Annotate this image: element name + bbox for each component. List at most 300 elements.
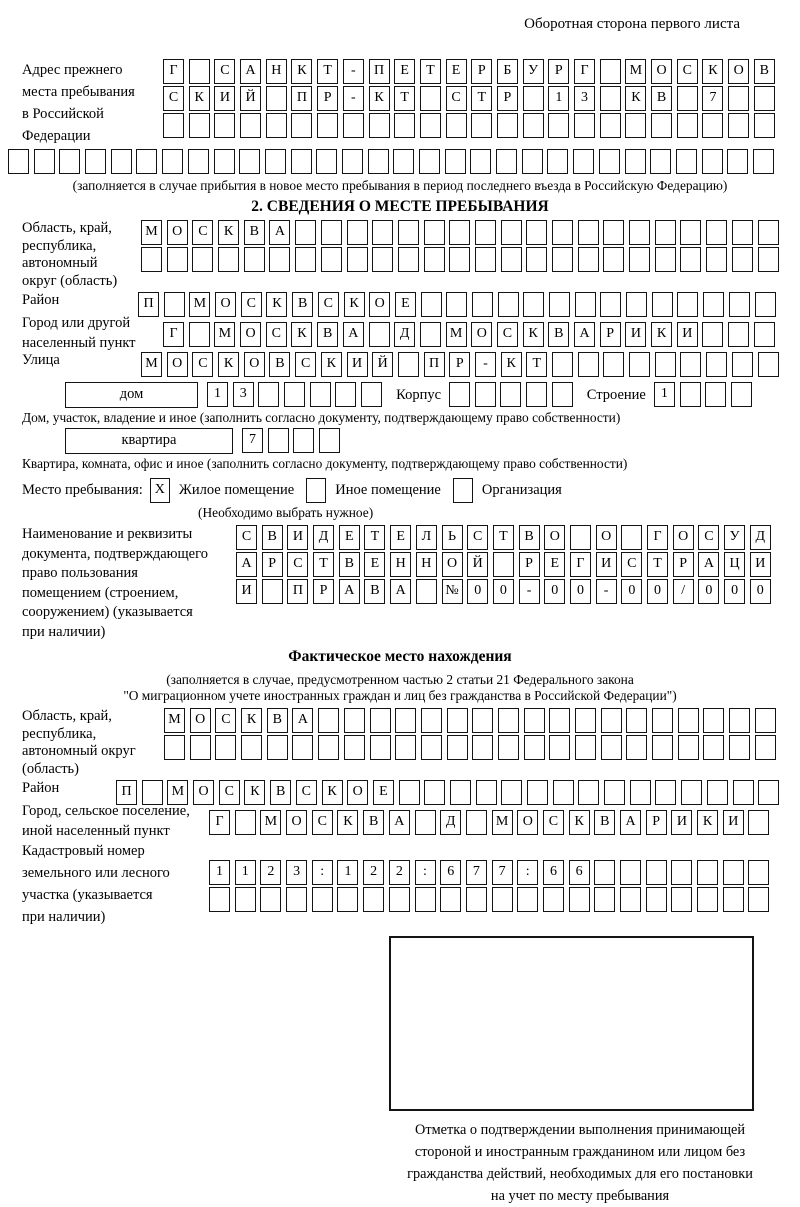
char-box[interactable]	[266, 86, 287, 111]
char-box[interactable]	[731, 382, 752, 407]
char-box[interactable]	[620, 860, 641, 885]
char-box[interactable]: Й	[240, 86, 261, 111]
char-box[interactable]	[702, 322, 723, 347]
char-box[interactable]	[394, 113, 415, 138]
char-box[interactable]: 7	[466, 860, 487, 885]
char-box[interactable]	[286, 887, 307, 912]
char-box[interactable]: А	[269, 220, 290, 245]
char-box[interactable]	[523, 292, 544, 317]
char-box[interactable]: Б	[497, 59, 518, 84]
actual-region-row-2[interactable]	[164, 735, 776, 760]
char-box[interactable]	[445, 149, 466, 174]
organization-checkbox[interactable]	[453, 478, 473, 503]
char-box[interactable]	[343, 113, 364, 138]
char-box[interactable]	[347, 247, 368, 272]
char-box[interactable]: №	[442, 579, 463, 604]
char-box[interactable]	[600, 86, 621, 111]
char-box[interactable]	[370, 735, 391, 760]
char-box[interactable]	[475, 247, 496, 272]
char-box[interactable]	[501, 780, 522, 805]
char-box[interactable]	[164, 735, 185, 760]
char-box[interactable]: И	[214, 86, 235, 111]
char-box[interactable]	[493, 552, 514, 577]
char-box[interactable]: 0	[647, 579, 668, 604]
char-box[interactable]: :	[312, 860, 333, 885]
char-box[interactable]	[421, 292, 442, 317]
structure-boxes[interactable]	[654, 382, 752, 407]
char-box[interactable]	[472, 708, 493, 733]
char-box[interactable]	[111, 149, 132, 174]
char-box[interactable]: С	[467, 525, 488, 550]
char-box[interactable]: И	[236, 579, 257, 604]
char-box[interactable]: М	[214, 322, 235, 347]
char-box[interactable]: Н	[390, 552, 411, 577]
char-box[interactable]: К	[291, 322, 312, 347]
char-box[interactable]: М	[164, 708, 185, 733]
char-box[interactable]	[344, 708, 365, 733]
char-box[interactable]	[266, 113, 287, 138]
char-box[interactable]: С	[214, 59, 235, 84]
char-box[interactable]	[680, 247, 701, 272]
char-box[interactable]	[707, 780, 728, 805]
char-box[interactable]	[235, 810, 256, 835]
char-box[interactable]: Е	[390, 525, 411, 550]
char-box[interactable]: 0	[570, 579, 591, 604]
char-box[interactable]	[626, 735, 647, 760]
char-box[interactable]	[603, 220, 624, 245]
char-box[interactable]	[655, 780, 676, 805]
char-box[interactable]	[420, 322, 441, 347]
char-box[interactable]	[475, 220, 496, 245]
char-box[interactable]	[553, 780, 574, 805]
char-box[interactable]	[599, 149, 620, 174]
char-box[interactable]	[728, 113, 749, 138]
char-box[interactable]	[680, 352, 701, 377]
char-box[interactable]	[361, 382, 382, 407]
char-box[interactable]: М	[167, 780, 188, 805]
char-box[interactable]	[524, 735, 545, 760]
char-box[interactable]	[449, 382, 470, 407]
char-box[interactable]	[706, 352, 727, 377]
actual-district-boxes[interactable]	[116, 780, 779, 805]
char-box[interactable]	[262, 579, 283, 604]
char-box[interactable]: 3	[574, 86, 595, 111]
char-box[interactable]: Р	[519, 552, 540, 577]
char-box[interactable]	[317, 113, 338, 138]
char-box[interactable]: О	[190, 708, 211, 733]
char-box[interactable]: И	[677, 322, 698, 347]
char-box[interactable]: :	[415, 860, 436, 885]
char-box[interactable]: 7	[242, 428, 263, 453]
char-box[interactable]: Д	[440, 810, 461, 835]
char-box[interactable]: 1	[209, 860, 230, 885]
char-box[interactable]: 1	[654, 382, 675, 407]
char-box[interactable]	[578, 220, 599, 245]
char-box[interactable]	[728, 322, 749, 347]
char-box[interactable]	[733, 780, 754, 805]
char-box[interactable]	[337, 887, 358, 912]
char-box[interactable]: Е	[544, 552, 565, 577]
char-box[interactable]	[415, 887, 436, 912]
char-box[interactable]	[295, 220, 316, 245]
char-box[interactable]: М	[492, 810, 513, 835]
char-box[interactable]	[655, 352, 676, 377]
char-box[interactable]	[370, 708, 391, 733]
char-box[interactable]	[450, 780, 471, 805]
char-box[interactable]: Т	[313, 552, 334, 577]
char-box[interactable]: О	[286, 810, 307, 835]
region-row-1[interactable]	[141, 220, 779, 245]
char-box[interactable]	[706, 247, 727, 272]
char-box[interactable]	[291, 149, 312, 174]
char-box[interactable]	[758, 352, 779, 377]
char-box[interactable]: В	[363, 810, 384, 835]
char-box[interactable]: О	[193, 780, 214, 805]
char-box[interactable]: К	[218, 220, 239, 245]
char-box[interactable]: С	[312, 810, 333, 835]
char-box[interactable]: -	[475, 352, 496, 377]
char-box[interactable]	[498, 292, 519, 317]
char-box[interactable]	[549, 292, 570, 317]
char-box[interactable]	[549, 735, 570, 760]
char-box[interactable]: С	[287, 552, 308, 577]
char-box[interactable]: С	[698, 525, 719, 550]
char-box[interactable]	[347, 220, 368, 245]
char-box[interactable]	[732, 247, 753, 272]
char-box[interactable]	[321, 220, 342, 245]
char-box[interactable]: К	[501, 352, 522, 377]
char-box[interactable]	[189, 322, 210, 347]
char-box[interactable]	[702, 149, 723, 174]
char-box[interactable]	[677, 292, 698, 317]
char-box[interactable]	[372, 220, 393, 245]
char-box[interactable]	[419, 149, 440, 174]
char-box[interactable]: К	[625, 86, 646, 111]
char-box[interactable]	[626, 292, 647, 317]
char-box[interactable]	[575, 292, 596, 317]
other-premises-checkbox[interactable]	[306, 478, 326, 503]
char-box[interactable]	[547, 149, 568, 174]
char-box[interactable]	[316, 149, 337, 174]
char-box[interactable]: 0	[544, 579, 565, 604]
char-box[interactable]	[497, 113, 518, 138]
previous-address-row-4[interactable]	[8, 149, 792, 174]
char-box[interactable]	[680, 220, 701, 245]
char-box[interactable]	[284, 382, 305, 407]
actual-city-boxes[interactable]	[209, 810, 769, 835]
char-box[interactable]	[646, 860, 667, 885]
char-box[interactable]: Т	[394, 86, 415, 111]
char-box[interactable]	[318, 735, 339, 760]
char-box[interactable]	[501, 247, 522, 272]
char-box[interactable]: 1	[207, 382, 228, 407]
char-box[interactable]	[398, 220, 419, 245]
char-box[interactable]	[369, 322, 390, 347]
char-box[interactable]	[466, 887, 487, 912]
char-box[interactable]	[369, 113, 390, 138]
char-box[interactable]: У	[724, 525, 745, 550]
char-box[interactable]: С	[497, 322, 518, 347]
char-box[interactable]	[681, 780, 702, 805]
document-row-2[interactable]	[236, 552, 771, 577]
char-box[interactable]: -	[343, 59, 364, 84]
char-box[interactable]: О	[240, 322, 261, 347]
char-box[interactable]	[604, 780, 625, 805]
char-box[interactable]	[398, 352, 419, 377]
char-box[interactable]	[723, 887, 744, 912]
char-box[interactable]	[496, 149, 517, 174]
char-box[interactable]: Т	[471, 86, 492, 111]
char-box[interactable]: Р	[317, 86, 338, 111]
char-box[interactable]: В	[317, 322, 338, 347]
char-box[interactable]	[447, 735, 468, 760]
char-box[interactable]: С	[543, 810, 564, 835]
city-boxes[interactable]	[163, 322, 775, 347]
char-box[interactable]	[295, 247, 316, 272]
char-box[interactable]	[729, 292, 750, 317]
char-box[interactable]: И	[596, 552, 617, 577]
char-box[interactable]: И	[625, 322, 646, 347]
char-box[interactable]: Т	[317, 59, 338, 84]
char-box[interactable]	[552, 220, 573, 245]
char-box[interactable]	[395, 708, 416, 733]
char-box[interactable]: И	[347, 352, 368, 377]
char-box[interactable]: О	[596, 525, 617, 550]
char-box[interactable]	[600, 113, 621, 138]
char-box[interactable]: 7	[492, 860, 513, 885]
char-box[interactable]	[748, 887, 769, 912]
char-box[interactable]: К	[337, 810, 358, 835]
char-box[interactable]: Й	[467, 552, 488, 577]
char-box[interactable]: С	[236, 525, 257, 550]
char-box[interactable]: 0	[493, 579, 514, 604]
char-box[interactable]	[748, 860, 769, 885]
char-box[interactable]: В	[262, 525, 283, 550]
char-box[interactable]	[552, 352, 573, 377]
char-box[interactable]: А	[389, 810, 410, 835]
char-box[interactable]	[265, 149, 286, 174]
char-box[interactable]	[552, 382, 573, 407]
char-box[interactable]	[703, 292, 724, 317]
char-box[interactable]: В	[364, 579, 385, 604]
char-box[interactable]	[569, 887, 590, 912]
char-box[interactable]	[522, 149, 543, 174]
char-box[interactable]	[758, 780, 779, 805]
char-box[interactable]	[620, 887, 641, 912]
char-box[interactable]: П	[287, 579, 308, 604]
char-box[interactable]	[141, 247, 162, 272]
char-box[interactable]	[312, 887, 333, 912]
char-box[interactable]: В	[519, 525, 540, 550]
char-box[interactable]	[754, 322, 775, 347]
char-box[interactable]	[600, 292, 621, 317]
char-box[interactable]: С	[192, 352, 213, 377]
char-box[interactable]: Р	[471, 59, 492, 84]
char-box[interactable]	[424, 780, 445, 805]
char-box[interactable]: П	[291, 86, 312, 111]
char-box[interactable]	[475, 382, 496, 407]
char-box[interactable]	[727, 149, 748, 174]
char-box[interactable]: Г	[163, 322, 184, 347]
char-box[interactable]	[239, 149, 260, 174]
char-box[interactable]: К	[244, 780, 265, 805]
char-box[interactable]: О	[369, 292, 390, 317]
cadastral-row-2[interactable]	[209, 887, 769, 912]
char-box[interactable]: 7	[702, 86, 723, 111]
char-box[interactable]	[755, 735, 776, 760]
char-box[interactable]	[753, 149, 774, 174]
char-box[interactable]	[723, 860, 744, 885]
char-box[interactable]	[192, 247, 213, 272]
char-box[interactable]: Е	[364, 552, 385, 577]
char-box[interactable]: Е	[373, 780, 394, 805]
char-box[interactable]	[527, 780, 548, 805]
char-box[interactable]	[162, 149, 183, 174]
char-box[interactable]	[523, 86, 544, 111]
char-box[interactable]: У	[523, 59, 544, 84]
char-box[interactable]: А	[292, 708, 313, 733]
char-box[interactable]: К	[321, 352, 342, 377]
char-box[interactable]: -	[343, 86, 364, 111]
char-box[interactable]	[729, 708, 750, 733]
char-box[interactable]	[447, 708, 468, 733]
char-box[interactable]: М	[446, 322, 467, 347]
char-box[interactable]: О	[517, 810, 538, 835]
char-box[interactable]: А	[240, 59, 261, 84]
char-box[interactable]	[748, 810, 769, 835]
char-box[interactable]: С	[621, 552, 642, 577]
char-box[interactable]	[424, 220, 445, 245]
char-box[interactable]	[8, 149, 29, 174]
char-box[interactable]: С	[215, 708, 236, 733]
char-box[interactable]	[421, 735, 442, 760]
char-box[interactable]	[258, 382, 279, 407]
char-box[interactable]	[594, 860, 615, 885]
char-box[interactable]	[164, 292, 185, 317]
char-box[interactable]: С	[219, 780, 240, 805]
char-box[interactable]: Т	[647, 552, 668, 577]
char-box[interactable]: Д	[750, 525, 771, 550]
char-box[interactable]: К	[369, 86, 390, 111]
char-box[interactable]	[241, 735, 262, 760]
char-box[interactable]	[652, 292, 673, 317]
char-box[interactable]	[706, 220, 727, 245]
char-box[interactable]	[729, 735, 750, 760]
char-box[interactable]: В	[269, 352, 290, 377]
char-box[interactable]: Р	[313, 579, 334, 604]
char-box[interactable]: Г	[647, 525, 668, 550]
char-box[interactable]: П	[424, 352, 445, 377]
char-box[interactable]: М	[141, 220, 162, 245]
char-box[interactable]: С	[192, 220, 213, 245]
char-box[interactable]: Н	[416, 552, 437, 577]
char-box[interactable]: К	[702, 59, 723, 84]
char-box[interactable]	[703, 708, 724, 733]
char-box[interactable]: К	[241, 708, 262, 733]
char-box[interactable]	[446, 113, 467, 138]
char-box[interactable]	[728, 86, 749, 111]
char-box[interactable]	[578, 247, 599, 272]
char-box[interactable]: 0	[621, 579, 642, 604]
char-box[interactable]	[578, 352, 599, 377]
char-box[interactable]: И	[750, 552, 771, 577]
char-box[interactable]: К	[697, 810, 718, 835]
char-box[interactable]	[393, 149, 414, 174]
char-box[interactable]	[214, 149, 235, 174]
char-box[interactable]: Е	[395, 292, 416, 317]
char-box[interactable]: В	[548, 322, 569, 347]
char-box[interactable]: К	[189, 86, 210, 111]
char-box[interactable]	[603, 352, 624, 377]
char-box[interactable]	[754, 86, 775, 111]
char-box[interactable]	[629, 220, 650, 245]
char-box[interactable]	[59, 149, 80, 174]
char-box[interactable]	[240, 113, 261, 138]
previous-address-row-1[interactable]	[163, 59, 775, 84]
char-box[interactable]	[629, 247, 650, 272]
char-box[interactable]: Т	[420, 59, 441, 84]
char-box[interactable]: М	[189, 292, 210, 317]
char-box[interactable]: 0	[698, 579, 719, 604]
char-box[interactable]: /	[673, 579, 694, 604]
char-box[interactable]	[732, 352, 753, 377]
char-box[interactable]	[703, 735, 724, 760]
district-boxes[interactable]	[138, 292, 776, 317]
char-box[interactable]	[625, 149, 646, 174]
char-box[interactable]	[344, 735, 365, 760]
char-box[interactable]	[416, 579, 437, 604]
char-box[interactable]: В	[754, 59, 775, 84]
char-box[interactable]	[188, 149, 209, 174]
char-box[interactable]: 6	[569, 860, 590, 885]
char-box[interactable]	[189, 113, 210, 138]
char-box[interactable]	[267, 735, 288, 760]
char-box[interactable]: С	[446, 86, 467, 111]
char-box[interactable]: Г	[574, 59, 595, 84]
char-box[interactable]	[363, 887, 384, 912]
char-box[interactable]: В	[594, 810, 615, 835]
char-box[interactable]	[705, 382, 726, 407]
char-box[interactable]	[466, 810, 487, 835]
char-box[interactable]	[310, 382, 331, 407]
char-box[interactable]: С	[677, 59, 698, 84]
char-box[interactable]: -	[519, 579, 540, 604]
char-box[interactable]	[526, 382, 547, 407]
char-box[interactable]	[420, 86, 441, 111]
house-number-boxes[interactable]	[207, 382, 382, 407]
char-box[interactable]: А	[236, 552, 257, 577]
char-box[interactable]	[85, 149, 106, 174]
char-box[interactable]	[389, 887, 410, 912]
char-box[interactable]	[552, 247, 573, 272]
char-box[interactable]: Ь	[442, 525, 463, 550]
char-box[interactable]: Д	[394, 322, 415, 347]
char-box[interactable]	[621, 525, 642, 550]
char-box[interactable]	[399, 780, 420, 805]
char-box[interactable]	[501, 220, 522, 245]
residential-checkbox[interactable]: X	[150, 478, 170, 503]
char-box[interactable]	[548, 113, 569, 138]
char-box[interactable]: В	[339, 552, 360, 577]
char-box[interactable]: М	[260, 810, 281, 835]
char-box[interactable]: Г	[209, 810, 230, 835]
char-box[interactable]	[470, 149, 491, 174]
char-box[interactable]: К	[651, 322, 672, 347]
previous-address-row-2[interactable]	[163, 86, 775, 111]
char-box[interactable]	[472, 292, 493, 317]
char-box[interactable]	[603, 247, 624, 272]
char-box[interactable]: 0	[750, 579, 771, 604]
